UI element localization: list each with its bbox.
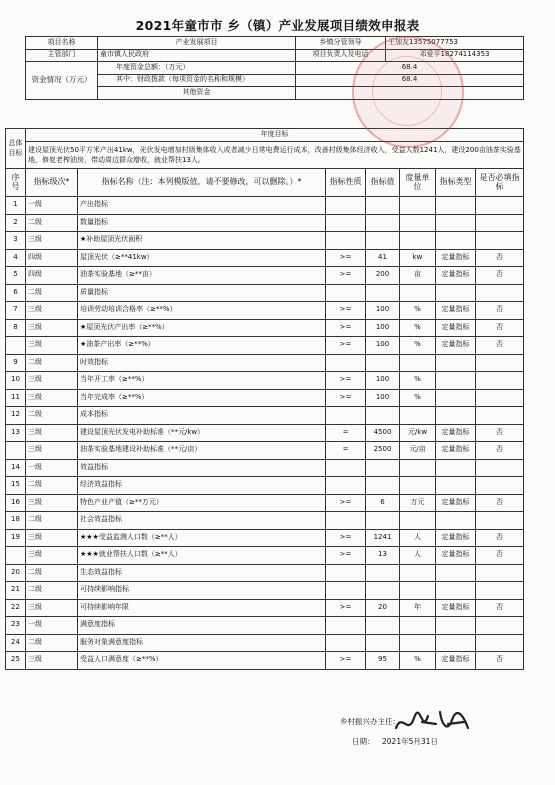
col-type: 指标类型 [436, 169, 476, 197]
row-value: 4500 [366, 424, 400, 442]
date-value: 2021年5月31日 [382, 737, 438, 746]
row-unit: 元/亩 [400, 442, 436, 460]
row-nature [326, 617, 366, 635]
row-unit [400, 214, 436, 232]
row-nature [326, 582, 366, 600]
row-name: 建设屋顶光伏发电补助标准（**元/kw） [78, 424, 326, 442]
row-no: 6 [6, 284, 26, 302]
row-value: 100 [366, 302, 400, 320]
row-type: 定量指标 [436, 424, 476, 442]
row-value: 100 [366, 372, 400, 390]
row-nature: = [326, 424, 366, 442]
table-row [6, 232, 524, 250]
sign-label: 乡村振兴办主任： [340, 717, 400, 726]
row-unit: 年 [400, 599, 436, 617]
row-no: 3 [6, 232, 26, 250]
row-required: 否 [476, 319, 524, 337]
row-nature: >= [326, 372, 366, 390]
table-row [6, 354, 524, 372]
project-name-value: 产业发展项目 [98, 37, 296, 50]
row-value: 100 [366, 337, 400, 355]
row-value [366, 232, 400, 250]
col-level: 指标级次* [26, 169, 78, 197]
row-required [476, 214, 524, 232]
row-unit [400, 512, 436, 530]
row-name: ★补助屋顶光伏面积 [78, 232, 326, 250]
row-level: 二级 [26, 582, 78, 600]
row-unit: 亩 [400, 267, 436, 285]
row-name: 屋顶光伏（≥**41kw） [78, 249, 326, 267]
row-nature: >= [326, 652, 366, 670]
row-level: 二级 [26, 634, 78, 652]
table-row [6, 214, 524, 232]
row-required: 否 [476, 652, 524, 670]
row-type: 定量指标 [436, 547, 476, 565]
row-nature [326, 284, 366, 302]
row-value: 20 [366, 599, 400, 617]
table-row [6, 652, 524, 670]
owner-label: 项目负责人及电话 [296, 49, 386, 62]
row-level: 二级 [26, 477, 78, 495]
table-row [6, 529, 524, 547]
col-value: 指标值 [366, 169, 400, 197]
row-name: 成本指标 [78, 407, 326, 425]
row-required: 否 [476, 424, 524, 442]
row-unit: % [400, 372, 436, 390]
row-nature: >= [326, 389, 366, 407]
table-row [6, 494, 524, 512]
col-name: 指标名称（注：本列模版值，请不要修改，可以删除。）* [78, 169, 326, 197]
row-name: 可持续影响年限 [78, 599, 326, 617]
row-value [366, 634, 400, 652]
row-no: 15 [6, 477, 26, 495]
row-nature: >= [326, 302, 366, 320]
row-no [6, 337, 26, 355]
row-value [366, 477, 400, 495]
row-no: 12 [6, 407, 26, 425]
row-level: 四级 [26, 249, 78, 267]
row-type [436, 564, 476, 582]
row-type: 定量指标 [436, 249, 476, 267]
row-level: 三级 [26, 529, 78, 547]
row-type [436, 617, 476, 635]
row-required [476, 372, 524, 390]
row-unit: 人 [400, 529, 436, 547]
row-level: 三级 [26, 232, 78, 250]
row-no: 9 [6, 354, 26, 372]
row-required [476, 407, 524, 425]
row-value: 13 [366, 547, 400, 565]
row-nature: >= [326, 529, 366, 547]
row-unit: % [400, 389, 436, 407]
row-name: 油茶实验基地（≥**亩） [78, 267, 326, 285]
table-row [6, 319, 524, 337]
row-name: 培训劳动培训合格率（≥**%） [78, 302, 326, 320]
row-name: ★油茶产出率（≥**%） [78, 337, 326, 355]
goal-table [5, 128, 524, 169]
date-label: 日期： [352, 737, 375, 746]
row-name: 效益指标 [78, 459, 326, 477]
row-required [476, 232, 524, 250]
table-row [6, 442, 524, 460]
table-row [6, 459, 524, 477]
row-required: 否 [476, 494, 524, 512]
row-no: 14 [6, 459, 26, 477]
dept-value: 童市镇人民政府 [98, 49, 296, 62]
row-no: 18 [6, 512, 26, 530]
owner-value: 邓爱平18274114353 [386, 49, 524, 62]
row-required: 否 [476, 337, 524, 355]
row-nature [326, 477, 366, 495]
row-required [476, 389, 524, 407]
row-required: 否 [476, 442, 524, 460]
row-name: ★★★就业帮扶人口数（≥**人） [78, 547, 326, 565]
col-required: 是否必填指标 [476, 169, 524, 197]
table-row [6, 582, 524, 600]
row-value: 6 [366, 494, 400, 512]
row-type [436, 214, 476, 232]
row-nature [326, 232, 366, 250]
row-unit [400, 407, 436, 425]
row-name: 社会效益指标 [78, 512, 326, 530]
row-no: 20 [6, 564, 26, 582]
goal-side-label: 总体目标 [6, 129, 26, 169]
row-required: 否 [476, 267, 524, 285]
row-required: 否 [476, 529, 524, 547]
project-name-label: 项目名称 [26, 37, 98, 50]
row-type [436, 197, 476, 215]
row-name: 时效指标 [78, 354, 326, 372]
dept-label: 主管部门 [26, 49, 98, 62]
row-no: 4 [6, 249, 26, 267]
row-type: 定量指标 [436, 599, 476, 617]
row-no: 7 [6, 302, 26, 320]
row-required [476, 582, 524, 600]
row-nature: >= [326, 494, 366, 512]
row-level: 三级 [26, 652, 78, 670]
row-required: 否 [476, 547, 524, 565]
row-value [366, 459, 400, 477]
row-level: 三级 [26, 547, 78, 565]
row-type: 定量指标 [436, 337, 476, 355]
table-row [6, 302, 524, 320]
table-row [6, 389, 524, 407]
row-nature: >= [326, 249, 366, 267]
row-value: 100 [366, 389, 400, 407]
row-type [436, 284, 476, 302]
col-nature: 指标性质 [326, 169, 366, 197]
row-type [436, 477, 476, 495]
row-type [436, 354, 476, 372]
row-value [366, 582, 400, 600]
col-unit: 度量单位 [400, 169, 436, 197]
row-name: 服务对象满意度指标 [78, 634, 326, 652]
fund-label: 资金情况（万元） [26, 62, 98, 100]
row-name: 质量指标 [78, 284, 326, 302]
indicator-table [5, 168, 524, 670]
fund-total-value: 68.4 [296, 62, 524, 75]
row-no: 23 [6, 617, 26, 635]
row-unit: 元/kw [400, 424, 436, 442]
col-no: 序号 [6, 169, 26, 197]
row-value [366, 564, 400, 582]
row-required: 否 [476, 302, 524, 320]
row-nature [326, 459, 366, 477]
row-level: 三级 [26, 337, 78, 355]
row-type [436, 232, 476, 250]
row-type [436, 407, 476, 425]
row-unit [400, 477, 436, 495]
row-name: 经济效益指标 [78, 477, 326, 495]
row-level: 三级 [26, 442, 78, 460]
row-unit [400, 564, 436, 582]
row-name: 受益人口满意度（≥**%） [78, 652, 326, 670]
row-no: 19 [6, 529, 26, 547]
row-level: 三级 [26, 424, 78, 442]
row-level: 二级 [26, 284, 78, 302]
row-level: 三级 [26, 494, 78, 512]
row-type: 定量指标 [436, 302, 476, 320]
row-unit [400, 197, 436, 215]
row-value [366, 214, 400, 232]
table-row [6, 372, 524, 390]
row-required [476, 617, 524, 635]
leader-label: 乡镇分管领导 [296, 37, 386, 50]
goal-header: 年度目标 [26, 129, 524, 142]
row-no: 1 [6, 197, 26, 215]
fund-fiscal-label: 其中：财政拨款（每项资金的名称和规模） [98, 74, 296, 87]
row-level: 一级 [26, 617, 78, 635]
official-seal-inner-ring [372, 56, 442, 126]
goal-text: 建设屋顶光伏50平方米产出41kw，光伏发电增加村级集体收入或者减少日常电费运行成本，改善村级集体经济收入，受益人数1241人，建设200亩油茶实验基地，修复老榨油房，带动周边群众增收，就业帮扶13人。 [26, 142, 524, 169]
row-nature [326, 564, 366, 582]
table-row [6, 634, 524, 652]
row-name: ★屋顶光伏产出率（≥**%） [78, 319, 326, 337]
row-level: 二级 [26, 564, 78, 582]
page-title: 2021年童市市 乡（镇）产业发展项目绩效申报表 [135, 18, 420, 33]
row-value: 41 [366, 249, 400, 267]
row-required [476, 477, 524, 495]
row-required [476, 459, 524, 477]
row-type: 定量指标 [436, 652, 476, 670]
row-no: 22 [6, 599, 26, 617]
row-no: 8 [6, 319, 26, 337]
row-value [366, 354, 400, 372]
row-nature [326, 197, 366, 215]
row-required [476, 564, 524, 582]
table-row [6, 284, 524, 302]
row-name: 油茶实验基地建设补助标准（**元/亩） [78, 442, 326, 460]
row-required: 否 [476, 249, 524, 267]
row-nature: >= [326, 267, 366, 285]
leader-value: 王加友13575077753 [386, 37, 524, 50]
table-row [6, 512, 524, 530]
row-no: 5 [6, 267, 26, 285]
row-no: 25 [6, 652, 26, 670]
row-value [366, 617, 400, 635]
row-level: 二级 [26, 354, 78, 372]
row-unit [400, 284, 436, 302]
row-nature [326, 634, 366, 652]
row-name: 数量指标 [78, 214, 326, 232]
row-name: 当年完成率（≥**%） [78, 389, 326, 407]
row-name: 可持续影响指标 [78, 582, 326, 600]
row-required [476, 284, 524, 302]
row-unit [400, 232, 436, 250]
table-row [6, 477, 524, 495]
row-value [366, 284, 400, 302]
table-row [6, 267, 524, 285]
row-type [436, 582, 476, 600]
row-no: 24 [6, 634, 26, 652]
row-nature: >= [326, 599, 366, 617]
row-value [366, 197, 400, 215]
table-row [6, 197, 524, 215]
row-nature [326, 512, 366, 530]
row-nature: >= [326, 319, 366, 337]
row-value: 1241 [366, 529, 400, 547]
row-type [436, 389, 476, 407]
row-value: 100 [366, 319, 400, 337]
handwritten-signature [392, 706, 472, 740]
row-required [476, 512, 524, 530]
row-name: 生态效益指标 [78, 564, 326, 582]
row-value: 95 [366, 652, 400, 670]
row-level: 一级 [26, 459, 78, 477]
row-value [366, 407, 400, 425]
row-unit: 人 [400, 547, 436, 565]
table-row [6, 249, 524, 267]
row-name: ★★★受益监测人口数（≥**人） [78, 529, 326, 547]
row-unit: % [400, 302, 436, 320]
row-type [436, 634, 476, 652]
row-no: 16 [6, 494, 26, 512]
row-type [436, 512, 476, 530]
row-level: 三级 [26, 302, 78, 320]
row-unit [400, 617, 436, 635]
row-nature [326, 354, 366, 372]
row-unit: % [400, 652, 436, 670]
row-level: 四级 [26, 267, 78, 285]
table-row [6, 599, 524, 617]
row-nature: >= [326, 547, 366, 565]
row-unit: 万元 [400, 494, 436, 512]
row-type: 定量指标 [436, 529, 476, 547]
fund-other-label: 其他资金 [98, 87, 296, 100]
row-level: 三级 [26, 372, 78, 390]
fund-total-label: 年度资金总额：（万元） [98, 62, 296, 75]
row-level: 三级 [26, 599, 78, 617]
row-value [366, 512, 400, 530]
row-unit: kw [400, 249, 436, 267]
row-no: 10 [6, 372, 26, 390]
row-no: 11 [6, 389, 26, 407]
row-name: 当年开工率（≥**%） [78, 372, 326, 390]
row-unit [400, 582, 436, 600]
row-nature: >= [326, 337, 366, 355]
table-row [6, 424, 524, 442]
row-type: 定量指标 [436, 267, 476, 285]
row-unit [400, 459, 436, 477]
row-nature: = [326, 442, 366, 460]
table-row [6, 617, 524, 635]
row-no [6, 547, 26, 565]
table-row [6, 407, 524, 425]
row-unit: % [400, 319, 436, 337]
table-row [6, 337, 524, 355]
row-type: 定量指标 [436, 442, 476, 460]
row-level: 三级 [26, 319, 78, 337]
row-level: 三级 [26, 389, 78, 407]
row-name: 满意度指标 [78, 617, 326, 635]
row-required [476, 197, 524, 215]
table-row [6, 547, 524, 565]
official-seal-stamp [352, 36, 464, 148]
row-type: 定量指标 [436, 319, 476, 337]
row-required [476, 634, 524, 652]
row-required: 否 [476, 599, 524, 617]
row-value: 2500 [366, 442, 400, 460]
row-unit [400, 634, 436, 652]
row-type [436, 372, 476, 390]
row-level: 一级 [26, 197, 78, 215]
row-unit [400, 354, 436, 372]
row-no [6, 442, 26, 460]
row-level: 二级 [26, 407, 78, 425]
row-required [476, 354, 524, 372]
row-type [436, 459, 476, 477]
row-no: 13 [6, 424, 26, 442]
row-no: 2 [6, 214, 26, 232]
row-type: 定量指标 [436, 494, 476, 512]
row-name: 产出指标 [78, 197, 326, 215]
row-level: 二级 [26, 512, 78, 530]
row-nature [326, 407, 366, 425]
row-level: 二级 [26, 214, 78, 232]
table-row [6, 564, 524, 582]
row-no: 21 [6, 582, 26, 600]
fund-fiscal-value: 68.4 [296, 74, 524, 87]
row-value: 200 [366, 267, 400, 285]
row-name: 特色产业产值（≥**万元） [78, 494, 326, 512]
row-nature [326, 214, 366, 232]
row-unit: % [400, 337, 436, 355]
